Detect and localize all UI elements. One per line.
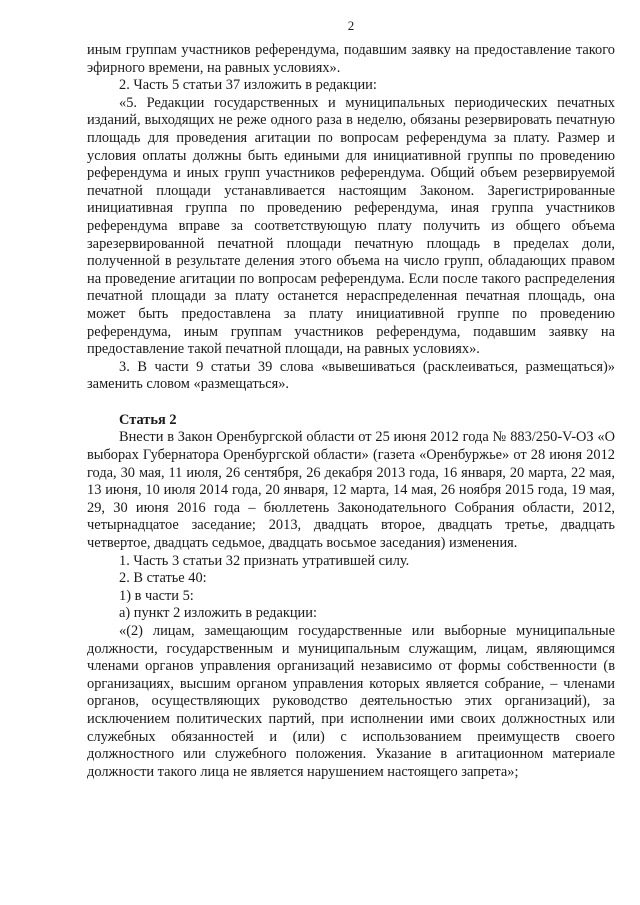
- document-page: [87, 18, 615, 781]
- article-heading: Статья 2: [119, 411, 177, 428]
- paragraph: Внести в Закон Оренбургской области от 25 июня 2012 года № 883/250-V-ОЗ «О выборах Губернатора Оренбургской области» (газета «Оренбуржье» от 28 июня 2012 года, 30 мая, 11 июля, 26 сентября, 26 декабря 2013 года, 16 января, 20 марта, 22 мая, 13 июня, 10 июля 2014 года, 20 января, 12 марта, 14 мая, 26 ноября 2015 года, 19 мая, 29, 30 июня 2016 года – бюллетень Законодательного Собрания области, 2012, четырнадцатое заседание; 2013, двадцать второе, двадцать третье, двадцать четвертое, двадцать седьмое, двадцать восьмое заседания) изменения.: [87, 429, 615, 552]
- paragraph: иным группам участников референдума, подавшим заявку на предоставление такого эфирного времени, на равных условиях».: [87, 42, 615, 76]
- paragraph: 2. Часть 5 статьи 37 изложить в редакции:: [119, 77, 377, 94]
- top-section: [87, 42, 615, 394]
- article-2-body: [87, 429, 615, 781]
- paragraph: 3. В части 9 статьи 39 слова «вывешиваться (расклеиваться, размещаться)» заменить словом «размещаться».: [87, 358, 615, 393]
- paragraph: 2. В статье 40:: [119, 570, 207, 587]
- page-number: 2: [347, 18, 355, 33]
- paragraph: а) пункт 2 изложить в редакции:: [119, 605, 317, 622]
- paragraph: 1. Часть 3 статьи 32 признать утратившей силу.: [119, 552, 410, 569]
- paragraph: «(2) лицам, замещающим государственные или выборные муниципальные должности, государственным и муниципальным служащим, лицам, являющимся членами органов управления организаций независимо от формы собственности (в организациях, высшим органом управления которых является собрание, – членами органов, осуществляющих руководство деятельностью этих организаций), за исключением политических партий, при исполнении ими своих должностных или служебных обязанностей и (или) с использованием преимуществ своего должностного или служебного положения. Указание в агитационном материале должности такого лица не является нарушением настоящего запрета»;: [87, 623, 615, 780]
- paragraph: 1) в части 5:: [119, 587, 194, 604]
- paragraph: «5. Редакции государственных и муниципальных периодических печатных изданий, выходящих не реже одного раза в неделю, обязаны резервировать печатную площадь для проведения агитации по вопросам референдума за плату. Размер и условия оплаты должны быть едиными для инициативной группы по проведению референдума и иных групп участников референдума. Общий объем резервируемой печатной площади устанавливается настоящим Законом. Зарегистрированные инициативная группа по проведению референдума, иная группа участников референдума вправе за соответствующую плату получить из общего объема зарезервированной печатной площади печатную площадь в пределах доли, полученной в результате деления этого объема на число групп, обладающих правом на проведение агитации по вопросам референдума. Если после такого распределения печатной площади за плату останется нераспределенная печатная площадь, она может быть предоставлена за плату инициативной группе по проведению референдума, иным группам участников референдума, подавшим заявку на предоставление такой печатной площади, на равных условиях».: [87, 94, 615, 358]
